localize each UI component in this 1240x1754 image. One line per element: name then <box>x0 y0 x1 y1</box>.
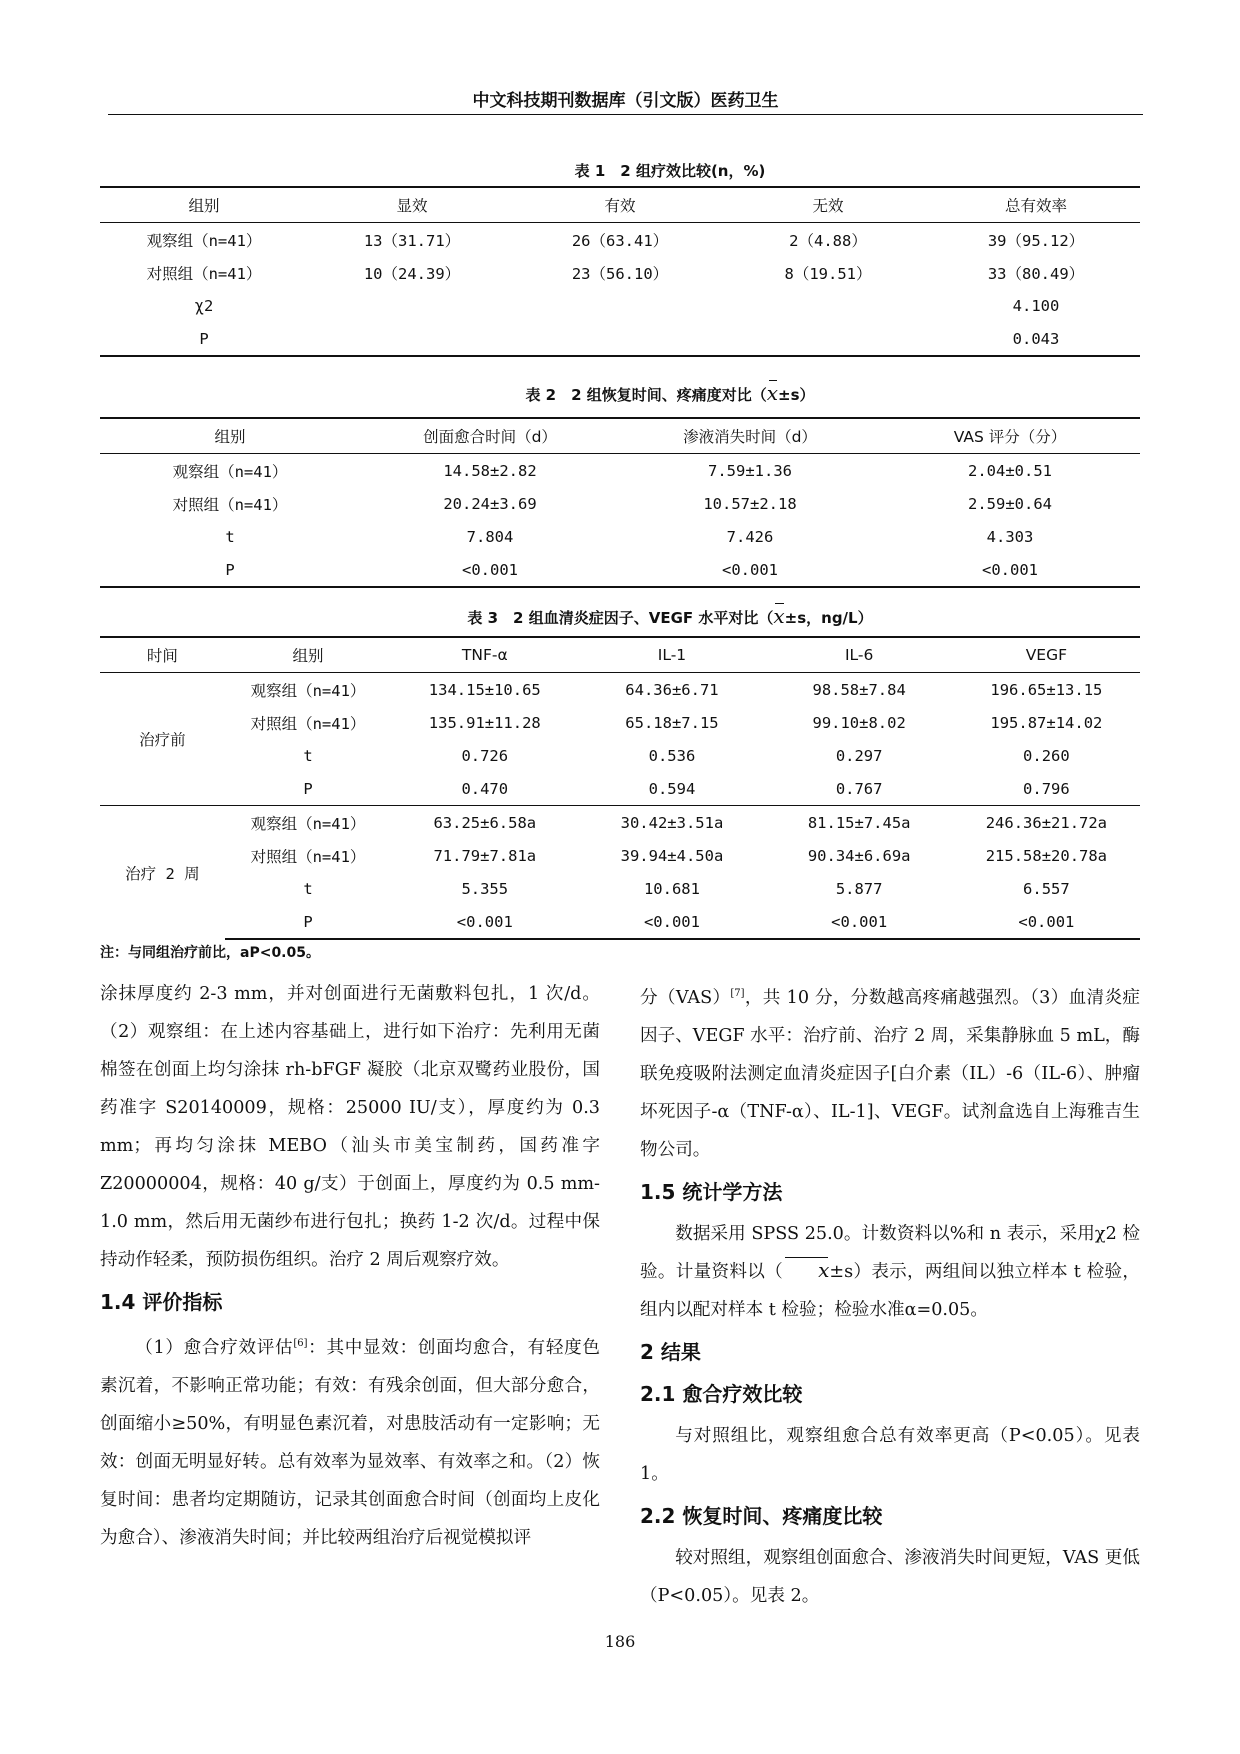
table-cell: P <box>100 553 360 587</box>
table-cell: 观察组（n=41） <box>172 462 288 481</box>
table-cell: 246.36±21.72a <box>953 806 1140 840</box>
text-run: （1）愈合疗效评估 <box>135 1337 294 1358</box>
right-paragraph-2 <box>640 1215 1140 1329</box>
table2-caption <box>100 383 1240 405</box>
table-cell: t <box>303 879 313 898</box>
table-cell <box>308 322 516 356</box>
table-row <box>100 806 1140 840</box>
table-cell: 4.303 <box>986 527 1034 546</box>
table-cell: 2（4.88） <box>789 231 867 250</box>
table2-caption-post: ±s） <box>778 386 815 404</box>
table-row <box>100 673 1140 707</box>
text-run: 数据采用 SPSS 25.0。计数资料以%和 n 表示，采用χ2 检验。计量资料以（ <box>640 1223 1140 1282</box>
table-row <box>100 520 1140 553</box>
table-cell: 0.536 <box>648 746 696 765</box>
section-heading-2: 2 结果 <box>640 1339 701 1364</box>
text-run: ，共 10 分，分数越高疼痛越强烈。（3）血清炎症因子、VEGF 水平：治疗前、治疗 2 周，采集静脉血 5 mL，酶联免疫吸附法测定血清炎症因子[白介素（IL）-6（IL-6）、肿瘤坏死因子-α（TNF-α）、IL-1]、VEGF。试剂盒选自上海雅吉生物公司。 <box>640 987 1140 1160</box>
table3-col-tnf: TNF-α <box>391 637 578 673</box>
table-cell: 对照组（n=41） <box>250 714 366 733</box>
table2-caption-pre: 表 2 2 组恢复时间、疼痛度对比（ <box>525 386 767 404</box>
table-cell: P <box>100 322 308 356</box>
right-paragraph-1 <box>640 975 1140 1169</box>
table3-col-il6: IL-6 <box>766 637 953 673</box>
table-cell: 观察组（n=41） <box>225 806 391 840</box>
table-cell: 65.18±7.15 <box>625 713 719 732</box>
table3-note: 注：与同组治疗前比，aP<0.05。 <box>100 945 320 961</box>
table-cell: 7.804 <box>466 527 514 546</box>
right-paragraph-4: 较对照组，观察组创面愈合、渗液消失时间更短，VAS 更低（P<0.05）。见表 2。 <box>640 1547 1140 1606</box>
table-cell <box>724 289 932 322</box>
table-cell <box>308 289 516 322</box>
table-cell: <0.001 <box>360 553 620 587</box>
table-cell: 观察组（n=41） <box>146 231 262 250</box>
table-cell: 0.594 <box>648 779 696 798</box>
table-row <box>100 454 1140 488</box>
table2 <box>100 417 1140 588</box>
table3-col-time: 时间 <box>100 637 225 673</box>
citation-ref: [6] <box>293 1338 308 1349</box>
table-cell: 13（31.71） <box>363 231 461 250</box>
time-cell: 治疗 2 周 <box>100 806 225 940</box>
table-row <box>100 905 1140 939</box>
table-row <box>100 256 1140 289</box>
header-rule <box>108 114 1143 115</box>
table-cell: 215.58±20.78a <box>985 846 1108 865</box>
table1-col-total: 总有效率 <box>932 187 1140 223</box>
table1-col-group: 组别 <box>100 187 308 223</box>
table-cell: <0.001 <box>620 553 880 587</box>
table2-col-group: 组别 <box>100 418 360 454</box>
table-row <box>100 322 1140 356</box>
text-run: ：其中显效：创面均愈合，有轻度色素沉着，不影响正常功能；有效：有残余创面，但大部分愈合，创面缩小≥50%，有明显色素沉着，对患肢活动有一定影响；无效：创面无明显好转。总有效率为显效率、有效率之和。（2）恢复时间：患者均定期随访，记录其创面愈合时间（创面均上皮化为愈合）、渗液消失时间；并比较两组治疗后视觉模拟评 <box>100 1337 600 1548</box>
table-row <box>100 553 1140 587</box>
table-row <box>100 289 1140 322</box>
table-cell: 196.65±13.15 <box>990 680 1103 699</box>
table-row <box>100 706 1140 739</box>
time-cell: 治疗前 <box>139 731 186 749</box>
table2-col-vas: VAS 评分（分） <box>880 418 1140 454</box>
table1-caption: 表 1 2 组疗效比较(n，%) <box>574 162 766 180</box>
table-cell: 81.15±7.45a <box>766 806 953 840</box>
table3-caption-post: ±s，ng/L） <box>784 609 873 627</box>
table-cell: 134.15±10.65 <box>428 680 541 699</box>
citation-ref: [7] <box>730 988 745 999</box>
table-cell: 98.58±7.84 <box>812 680 906 699</box>
table-cell: 39.94±4.50a <box>620 846 724 865</box>
table2-col-exudate: 渗液消失时间（d） <box>620 418 880 454</box>
table-cell: 20.24±3.69 <box>443 494 537 513</box>
table3-col-group: 组别 <box>225 637 391 673</box>
table-cell: t <box>303 746 313 765</box>
table3-caption-pre: 表 3 2 组血清炎症因子、VEGF 水平对比（ <box>467 609 774 627</box>
xbar-symbol: x <box>773 604 785 628</box>
table-cell: <0.001 <box>880 553 1140 587</box>
table3 <box>100 636 1140 940</box>
table-cell: 观察组（n=41） <box>250 681 366 700</box>
table1-col-marked: 显效 <box>308 187 516 223</box>
section-heading-2-2: 2.2 恢复时间、疼痛度比较 <box>640 1503 883 1528</box>
text-run: ±s）表示，两组间以独立样本 t 检验，组内以配对样本 t 检验；检验水准α=0.05。 <box>640 1261 1140 1320</box>
table-cell: 2.04±0.51 <box>968 461 1052 480</box>
table-cell: 0.043 <box>932 322 1140 356</box>
table-cell: 14.58±2.82 <box>443 461 537 480</box>
table-cell: 10（24.39） <box>363 264 461 283</box>
table-cell: 10.57±2.18 <box>703 494 797 513</box>
table-cell: 7.59±1.36 <box>708 461 792 480</box>
table-cell: 0.470 <box>461 779 509 798</box>
table-cell: <0.001 <box>766 905 953 939</box>
table-cell: 对照组（n=41） <box>250 847 366 866</box>
table-cell <box>724 322 932 356</box>
page-number: 186 <box>604 1632 636 1651</box>
table-cell: P <box>303 779 313 798</box>
table-cell: χ2 <box>194 296 214 315</box>
section-heading-1-5: 1.5 统计学方法 <box>640 1179 783 1204</box>
table-row <box>100 739 1140 772</box>
table-cell: <0.001 <box>953 905 1140 939</box>
table-cell <box>516 289 724 322</box>
table-cell: 5.877 <box>835 879 883 898</box>
table-cell: 26（63.41） <box>571 231 669 250</box>
table-cell: 2.59±0.64 <box>968 494 1052 513</box>
table-cell: 对照组（n=41） <box>172 495 288 514</box>
section-heading-1-4: 1.4 评价指标 <box>100 1290 223 1314</box>
right-column <box>640 975 1140 1615</box>
table1-col-effective: 有效 <box>516 187 724 223</box>
section-heading-2-1: 2.1 愈合疗效比较 <box>640 1381 803 1406</box>
table-cell: 对照组（n=41） <box>146 264 262 283</box>
table-cell: 6.557 <box>1023 879 1070 898</box>
left-paragraph-1: 涂抹厚度约 2-3 mm，并对创面进行无菌敷料包扎，1 次/d。（2）观察组：在上述内容基础上，进行如下治疗：先利用无菌棉签在创面上均匀涂抹 rh-bFGF 凝胶（北京双鹭药业股份，国药准字 S20140009，规格：25000 IU/支），厚度约为 0.3 mm；再均匀涂抹 MEBO（汕头市美宝制药，国药准字 Z20000004，规格：40 g/支）于创面上，厚度约为 0.5 mm-1.0 mm，然后用无菌纱布进行包扎；换药 1-2 次/d。过程中保持动作轻柔，预防损伤组织。治疗 2 周后观察疗效。 <box>100 984 600 1270</box>
table3-caption <box>100 606 1240 628</box>
table-cell: 0.767 <box>835 779 883 798</box>
table1-col-ineffective: 无效 <box>724 187 932 223</box>
table-cell: 23（56.10） <box>571 264 669 283</box>
table-cell <box>516 322 724 356</box>
table-cell: 8（19.51） <box>784 264 872 283</box>
table-cell: 63.25±6.58a <box>391 806 578 840</box>
table-cell: 33（80.49） <box>987 264 1085 283</box>
table-cell: t <box>225 527 235 546</box>
table-cell: <0.001 <box>391 905 578 939</box>
table-cell: 99.10±8.02 <box>812 713 906 732</box>
table2-col-heal: 创面愈合时间（d） <box>360 418 620 454</box>
table-row <box>100 223 1140 257</box>
right-paragraph-3: 与对照组比，观察组愈合总有效率更高（P<0.05）。见表 1。 <box>640 1425 1140 1484</box>
xbar-symbol: x <box>783 1260 829 1280</box>
table-row <box>100 839 1140 872</box>
text-run: 分（VAS） <box>640 987 731 1008</box>
table-cell: 30.42±3.51a <box>578 806 765 840</box>
table-cell: 195.87±14.02 <box>990 713 1103 732</box>
table-cell: P <box>225 905 391 939</box>
journal-header: 中文科技期刊数据库（引文版）医药卫生 <box>472 91 779 111</box>
table-row <box>100 487 1140 520</box>
table-cell: 0.297 <box>835 746 883 765</box>
table-cell: 39（95.12） <box>987 231 1085 250</box>
table-cell: 7.426 <box>726 527 774 546</box>
table-cell: 71.79±7.81a <box>433 846 537 865</box>
table3-col-vegf: VEGF <box>953 637 1140 673</box>
table-cell: 0.726 <box>461 746 509 765</box>
table-cell: 10.681 <box>643 879 700 898</box>
table3-col-il1: IL-1 <box>578 637 765 673</box>
table1 <box>100 186 1140 357</box>
left-column <box>100 975 600 1557</box>
table-row <box>100 772 1140 806</box>
table-cell: 0.796 <box>1023 779 1070 798</box>
table-cell: 135.91±11.28 <box>428 713 541 732</box>
left-paragraph-2 <box>100 1325 600 1557</box>
table-cell: 90.34±6.69a <box>807 846 911 865</box>
table-row <box>100 872 1140 905</box>
table-cell: 64.36±6.71 <box>625 680 719 699</box>
table-cell: 5.355 <box>461 879 509 898</box>
xbar-symbol: x <box>766 381 779 405</box>
table-cell: 4.100 <box>1012 296 1060 315</box>
table-cell: <0.001 <box>578 905 765 939</box>
table-cell: 0.260 <box>1023 746 1070 765</box>
